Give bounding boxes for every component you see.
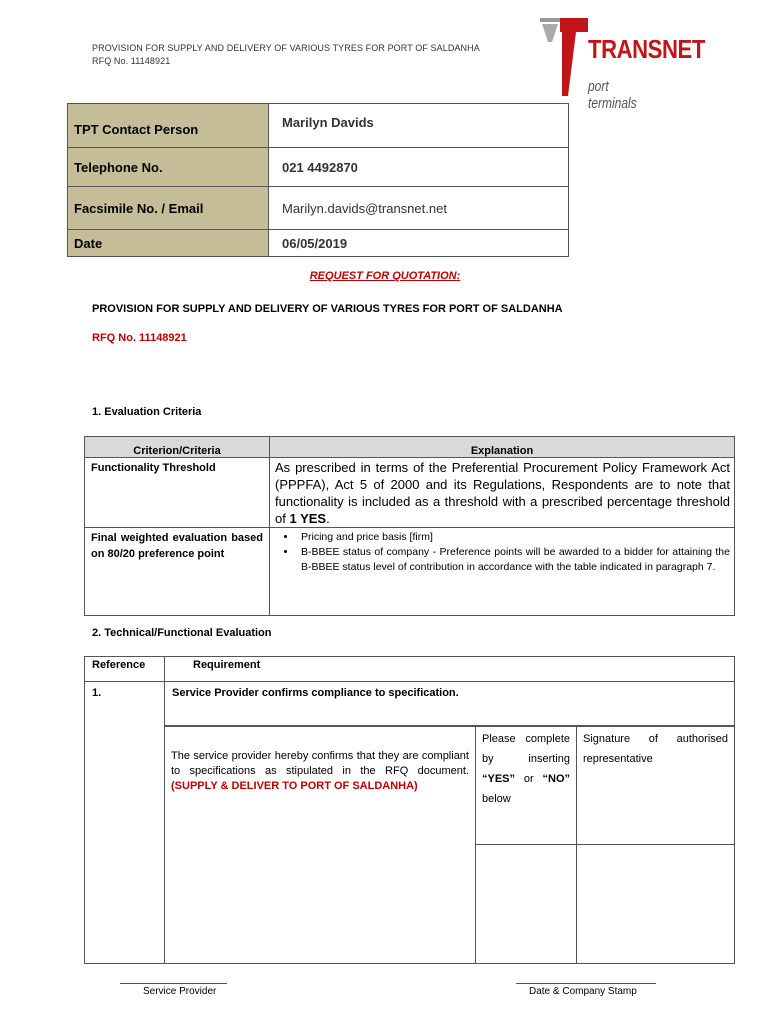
- main-title: PROVISION FOR SUPPLY AND DELIVERY OF VARIOUS TYRES FOR PORT OF SALDANHA: [92, 303, 563, 315]
- confirmation-scope: (SUPPLY & DELIVER TO PORT OF SALDANHA): [171, 780, 418, 792]
- or-text: or: [523, 773, 534, 785]
- yes-option: “YES”: [482, 773, 516, 785]
- explanation-col-header: Explanation: [270, 437, 735, 458]
- list-item: • Pricing and price basis [firm]: [297, 530, 730, 545]
- contact-label: Telephone No.: [68, 148, 269, 187]
- request-title: REQUEST FOR QUOTATION:: [309, 270, 461, 282]
- criteria-col-header: Criterion/Criteria: [85, 437, 270, 458]
- date-stamp-line: [516, 983, 656, 985]
- contact-label: TPT Contact Person: [68, 104, 269, 148]
- tech-row: [85, 726, 735, 964]
- requirement-col-header: Requirement: [165, 657, 735, 682]
- header-line-2: RFQ No. 11148921: [92, 56, 171, 66]
- transnet-logo: [538, 12, 705, 112]
- contact-value: Marilyn.davids@transnet.net: [269, 187, 569, 230]
- signature-field[interactable]: [577, 845, 735, 964]
- section-2-title: 2. Technical/Functional Evaluation: [92, 627, 272, 639]
- contact-label: Date: [68, 230, 269, 257]
- tech-header-row: [85, 657, 735, 682]
- criteria-header-row: [85, 437, 735, 458]
- contact-label: Facsimile No. / Email: [68, 187, 269, 230]
- contact-row: [68, 104, 569, 148]
- criteria-row: [85, 458, 735, 528]
- confirmation-cell: [165, 726, 735, 964]
- logo-name: TRANSNET: [588, 34, 705, 64]
- list-item: • B-BBEE status of company - Preference points will be awarded to a bidder for attaining the B-BBEE status level of contribution in accordance with the table indicated in paragraph 7.: [297, 545, 730, 575]
- no-option: “NO”: [542, 773, 571, 785]
- complete-instruction-text: Please complete by inserting: [482, 733, 570, 765]
- contact-value: Marilyn Davids: [269, 104, 569, 148]
- contact-value: 06/05/2019: [269, 230, 569, 257]
- date-stamp-label: Date & Company Stamp: [529, 986, 637, 997]
- contact-row: [68, 148, 569, 187]
- logo-subtitle: port terminals: [588, 78, 637, 112]
- header-line-1: PROVISION FOR SUPPLY AND DELIVERY OF VARIOUS TYRES FOR PORT OF SALDANHA: [92, 43, 480, 53]
- confirmation-text: [165, 727, 475, 794]
- contact-table: [67, 103, 569, 257]
- section-1-title: 1. Evaluation Criteria: [92, 406, 202, 418]
- requirement-cell: Service Provider confirms compliance to specification.: [165, 682, 735, 726]
- bullet-list: [275, 530, 730, 575]
- tech-row: [85, 682, 735, 726]
- complete-instruction-cell: [476, 727, 577, 845]
- explanation-text-end: .: [326, 511, 330, 526]
- explanation-emphasis: 1 YES: [289, 511, 327, 526]
- rfq-number: RFQ No. 11148921: [92, 332, 187, 344]
- reference-cell-empty: [85, 726, 165, 964]
- signature-cell: Signature of authorised representative: [577, 727, 735, 845]
- explanation-cell: [270, 458, 735, 528]
- technical-evaluation-table: [84, 656, 735, 964]
- explanation-cell: [270, 528, 735, 616]
- criterion-cell: Functionality Threshold: [85, 458, 270, 528]
- yes-no-answer-field[interactable]: [476, 845, 577, 964]
- confirmation-text-cell: [165, 727, 476, 964]
- complete-instruction: [482, 729, 570, 809]
- contact-row: [68, 187, 569, 230]
- reference-cell: 1.: [85, 682, 165, 726]
- below-text: below: [482, 793, 511, 805]
- criteria-row: [85, 528, 735, 616]
- criterion-cell: Final weighted evaluation based on 80/20 preference point: [85, 528, 270, 616]
- service-provider-label: Service Provider: [143, 986, 217, 997]
- confirmation-grid: [165, 726, 734, 963]
- explanation-text: [275, 459, 730, 527]
- contact-row: [68, 230, 569, 257]
- explanation-text-part: As prescribed in terms of the Preferential Procurement Policy Framework Act (PPPFA), Act 5 of 2000 and its Regulations, Respondents are to note that functionality is included as a threshold with a prescribed percentage threshold of: [275, 460, 730, 526]
- service-provider-signature-line: [120, 983, 227, 985]
- confirmation-statement: The service provider hereby confirms that they are compliant to specifications as stipulated in the RFQ document.: [171, 750, 469, 777]
- evaluation-criteria-table: [84, 436, 735, 616]
- confirmation-row: [165, 727, 734, 845]
- contact-value: 021 4492870: [269, 148, 569, 187]
- reference-col-header: Reference: [85, 657, 165, 682]
